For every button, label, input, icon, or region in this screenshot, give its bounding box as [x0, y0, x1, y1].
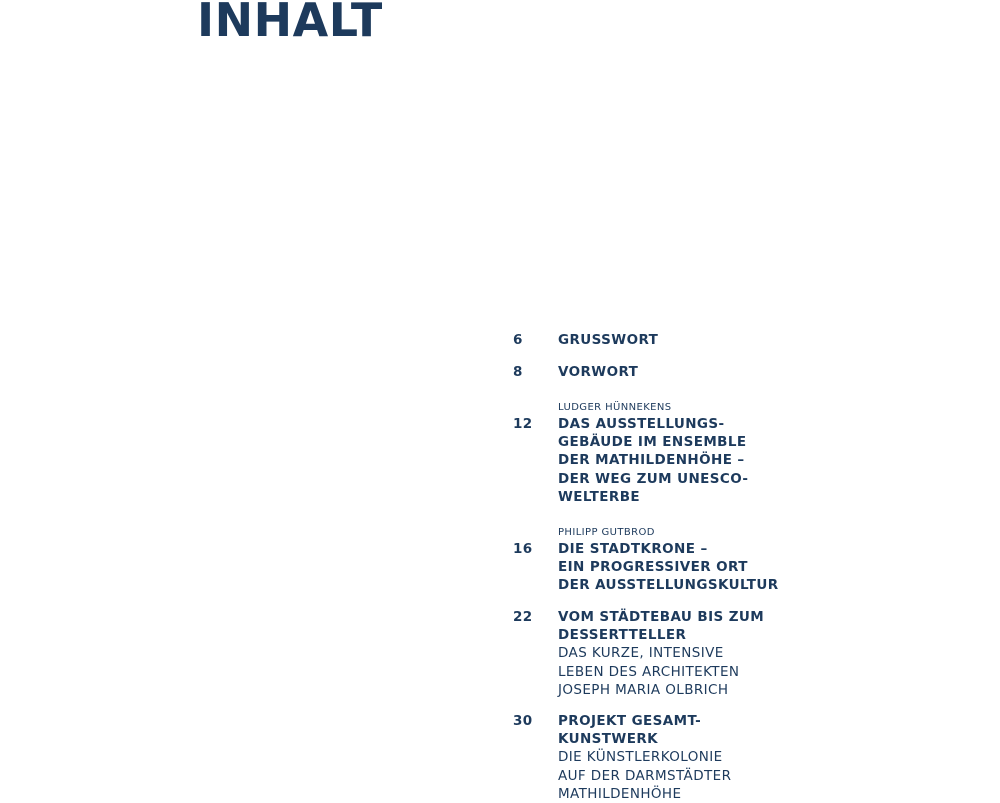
toc-subtitle-line: LEBEN DES ARCHITEKTEN: [558, 663, 740, 680]
toc-title-line: VORWORT: [558, 364, 639, 380]
toc-page-number: 6: [513, 332, 523, 348]
toc-title-line: DESSERTTELLER: [558, 627, 687, 644]
toc-author: LUDGER HÜNNEKENS: [558, 402, 672, 413]
toc-title-line: DER WEG ZUM UNESCO-: [558, 470, 749, 487]
toc-entry-text: [558, 712, 978, 803]
toc-title-line: DIE STADTKRONE –: [558, 541, 708, 557]
toc-subtitle-line: MATHILDENHÖHE: [558, 785, 682, 802]
toc-subtitle-line: DIE KÜNSTLERKOLONIE: [558, 749, 723, 766]
page-title: INHALT: [197, 0, 383, 47]
toc-subtitle-line: AUF DER DARMSTÄDTER: [558, 767, 732, 784]
toc-title-line: DAS AUSSTELLUNGS-: [558, 416, 725, 432]
toc-title-line: GEBÄUDE IM ENSEMBLE: [558, 434, 747, 451]
toc-title-line: GRUSSWORT: [558, 332, 659, 348]
toc-entry-text: [558, 540, 978, 595]
toc-subtitle-line: DAS KURZE, INTENSIVE: [558, 645, 724, 662]
toc-page-number: 8: [513, 364, 523, 380]
toc-page-number: 16: [513, 541, 533, 557]
toc-entry-text: [558, 363, 978, 381]
toc-subtitle-line: JOSEPH MARIA OLBRICH: [558, 681, 729, 698]
toc-page-number: 22: [513, 609, 533, 625]
toc-title-line: KUNSTWERK: [558, 731, 658, 748]
toc-title-line: PROJEKT GESAMT-: [558, 713, 702, 729]
toc-entry-text: [558, 608, 978, 699]
toc-page-number: 30: [513, 713, 533, 729]
toc-page-number: 12: [513, 416, 533, 432]
toc-title-line: EIN PROGRESSIVER ORT: [558, 559, 748, 576]
toc-title-line: DER MATHILDENHÖHE –: [558, 452, 745, 469]
toc-author: PHILIPP GUTBROD: [558, 527, 655, 538]
toc-title-line: WELTERBE: [558, 488, 641, 505]
toc-entry-text: [558, 331, 978, 349]
toc-title-line: VOM STÄDTEBAU BIS ZUM: [558, 609, 765, 625]
toc-title-line: DER AUSSTELLUNGSKULTUR: [558, 577, 779, 594]
toc-entry-text: [558, 415, 978, 506]
